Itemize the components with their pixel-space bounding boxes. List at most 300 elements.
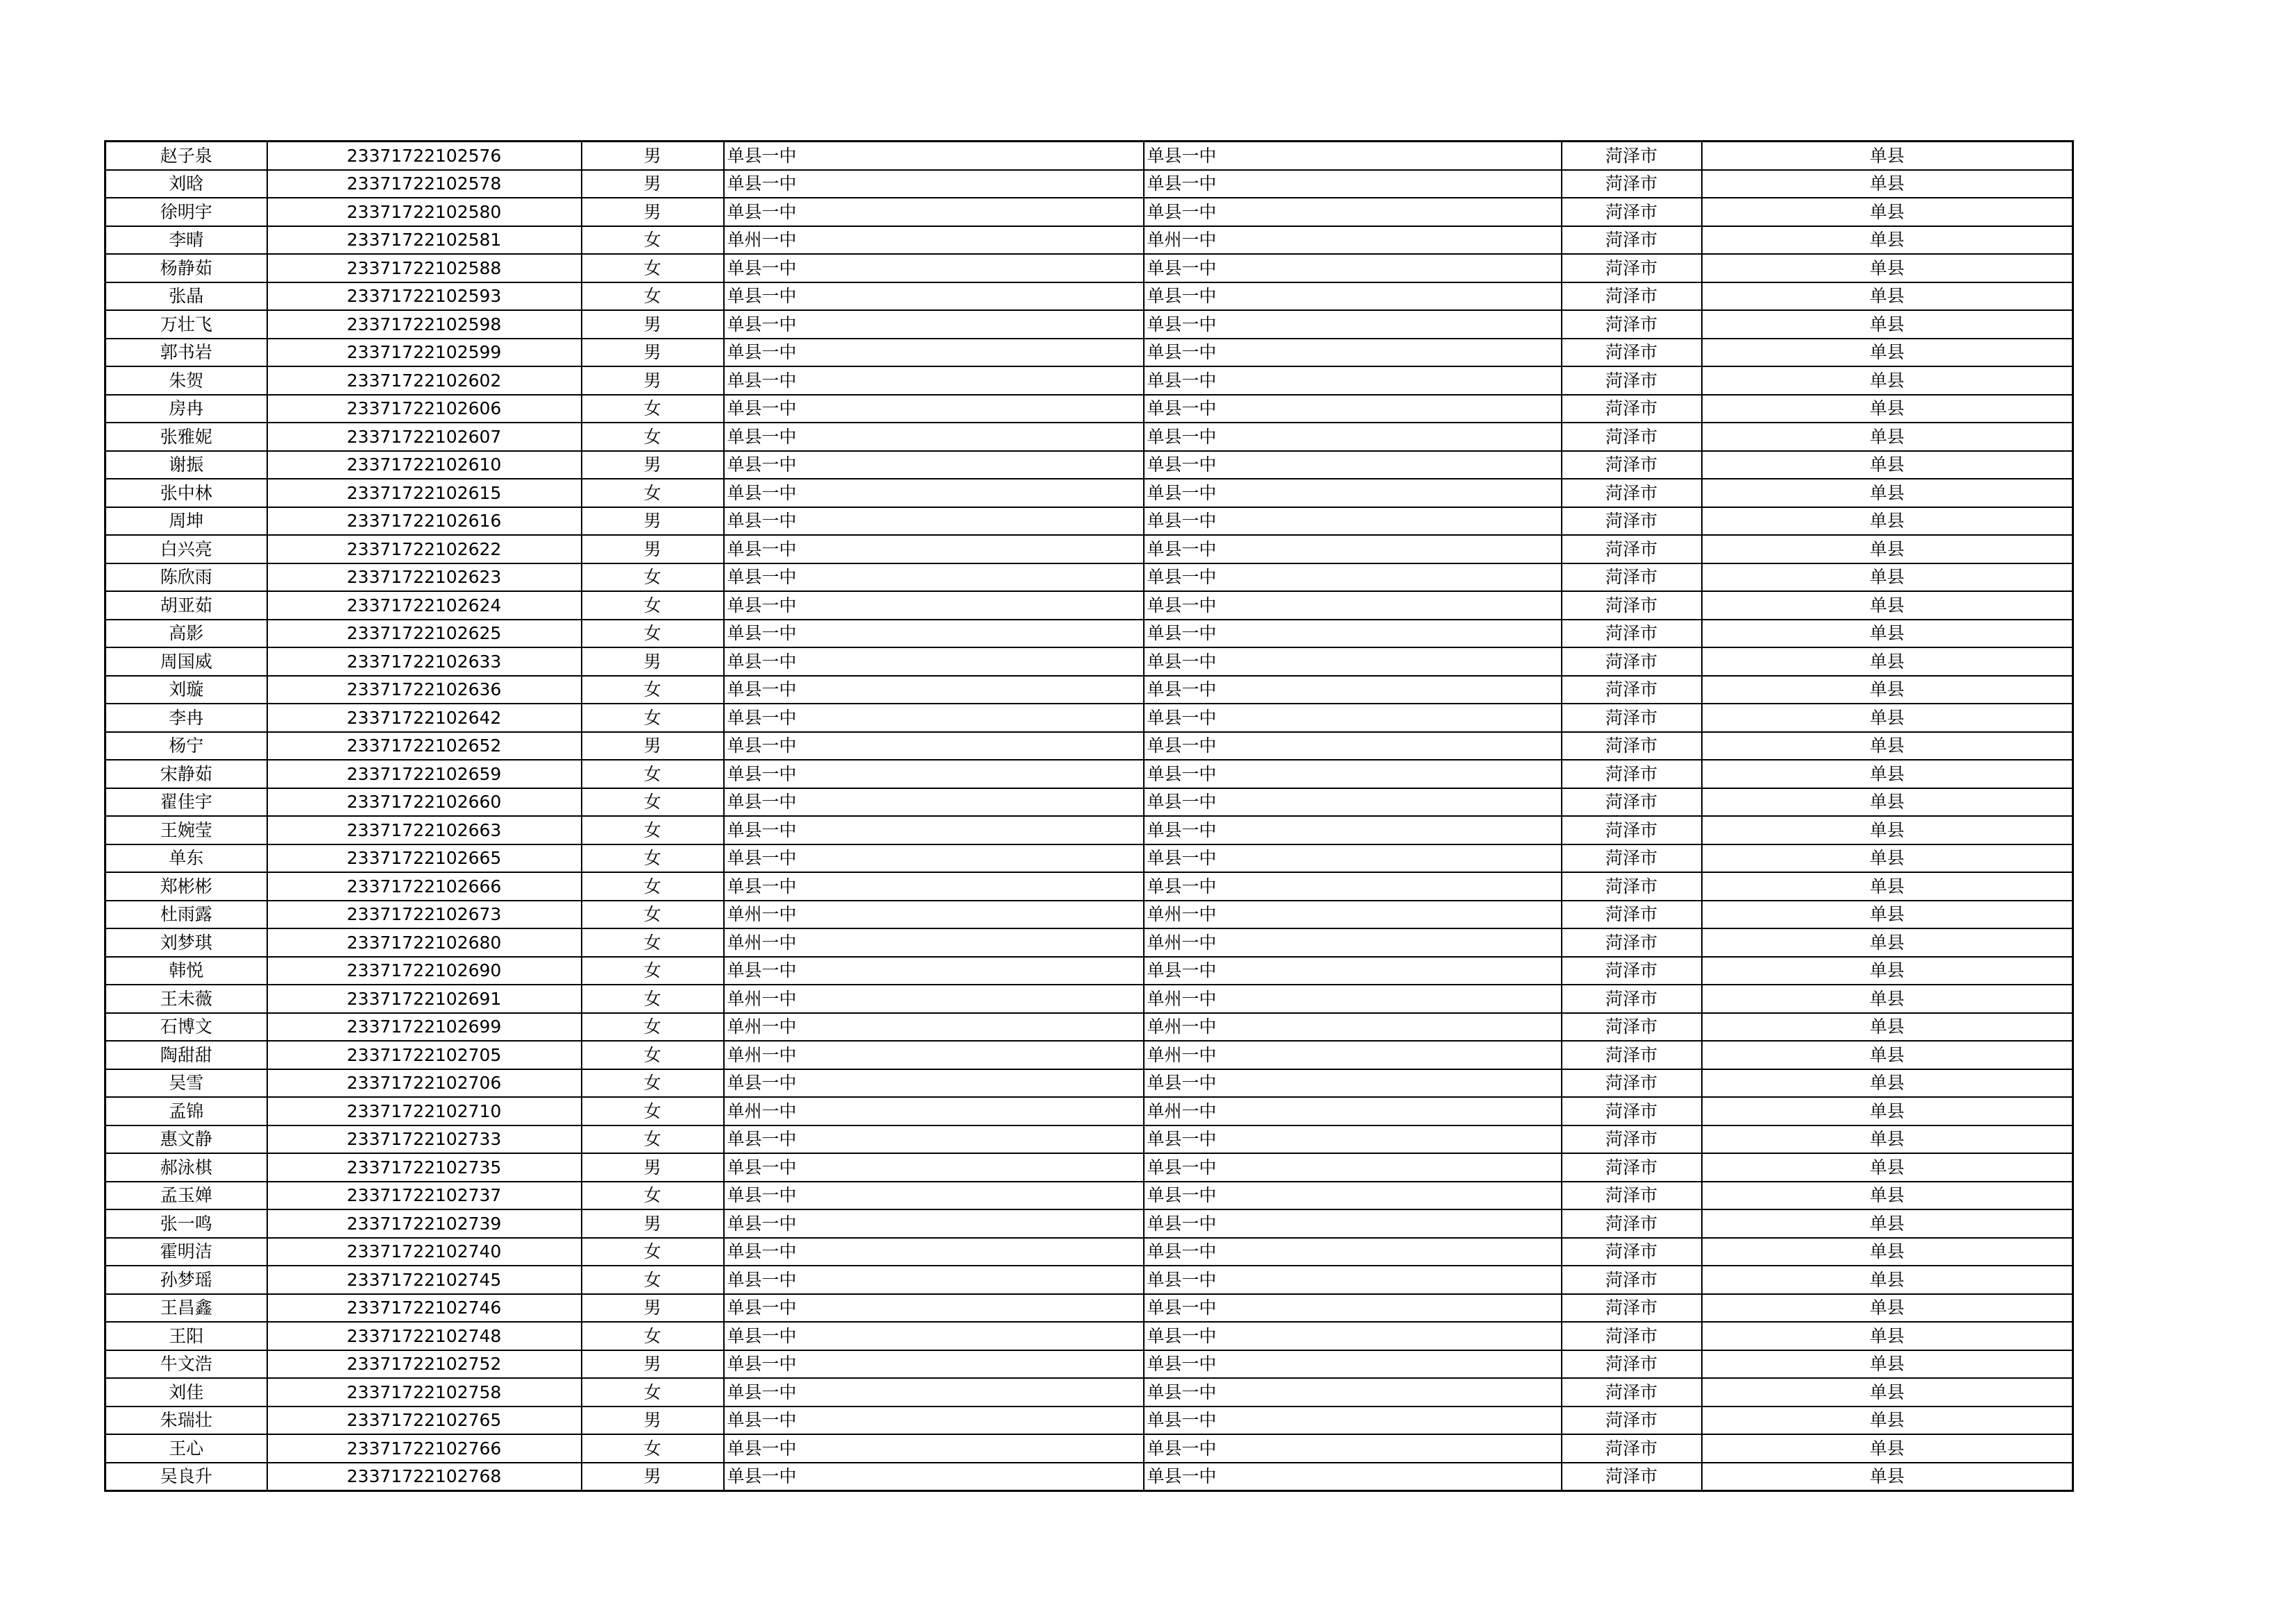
table-row bbox=[105, 1266, 2073, 1294]
school-alt-cell: 单县一中 bbox=[1144, 1378, 1562, 1407]
city-cell: 菏泽市 bbox=[1562, 1434, 1702, 1463]
exam-id-cell: 23371722102710 bbox=[267, 1097, 582, 1125]
gender-cell: 女 bbox=[582, 479, 724, 507]
exam-id-cell: 23371722102752 bbox=[267, 1350, 582, 1379]
county-cell: 单县 bbox=[1702, 1209, 2073, 1238]
name-cell: 郭书岩 bbox=[105, 339, 267, 367]
school-alt-cell: 单县一中 bbox=[1144, 170, 1562, 198]
exam-id-cell: 23371722102593 bbox=[267, 282, 582, 311]
gender-cell: 女 bbox=[582, 1182, 724, 1210]
school-alt-cell: 单县一中 bbox=[1144, 704, 1562, 732]
name-cell: 赵子泉 bbox=[105, 142, 267, 170]
gender-cell: 女 bbox=[582, 1041, 724, 1069]
gender-cell: 女 bbox=[582, 844, 724, 873]
gender-cell: 男 bbox=[582, 1463, 724, 1491]
table-row bbox=[105, 1041, 2073, 1069]
table-row bbox=[105, 1350, 2073, 1379]
school-alt-cell: 单州一中 bbox=[1144, 226, 1562, 255]
school-cell: 单县一中 bbox=[724, 1294, 1144, 1323]
school-cell: 单县一中 bbox=[724, 760, 1144, 788]
name-cell: 韩悦 bbox=[105, 957, 267, 985]
name-cell: 李冉 bbox=[105, 704, 267, 732]
city-cell: 菏泽市 bbox=[1562, 1238, 1702, 1266]
school-cell: 单县一中 bbox=[724, 1350, 1144, 1379]
school-cell: 单县一中 bbox=[724, 957, 1144, 985]
exam-id-cell: 23371722102606 bbox=[267, 395, 582, 423]
gender-cell: 男 bbox=[582, 198, 724, 226]
city-cell: 菏泽市 bbox=[1562, 423, 1702, 451]
name-cell: 翟佳宇 bbox=[105, 788, 267, 817]
table-row bbox=[105, 788, 2073, 817]
name-cell: 宋静茹 bbox=[105, 760, 267, 788]
city-cell: 菏泽市 bbox=[1562, 451, 1702, 479]
exam-id-cell: 23371722102659 bbox=[267, 760, 582, 788]
name-cell: 谢振 bbox=[105, 451, 267, 479]
school-cell: 单县一中 bbox=[724, 563, 1144, 592]
exam-id-cell: 23371722102746 bbox=[267, 1294, 582, 1323]
county-cell: 单县 bbox=[1702, 760, 2073, 788]
name-cell: 石博文 bbox=[105, 1013, 267, 1042]
table-row bbox=[105, 366, 2073, 395]
school-cell: 单县一中 bbox=[724, 1153, 1144, 1182]
exam-id-cell: 23371722102663 bbox=[267, 816, 582, 844]
exam-id-cell: 23371722102598 bbox=[267, 310, 582, 339]
county-cell: 单县 bbox=[1702, 507, 2073, 536]
gender-cell: 男 bbox=[582, 647, 724, 676]
city-cell: 菏泽市 bbox=[1562, 901, 1702, 929]
school-cell: 单州一中 bbox=[724, 1097, 1144, 1125]
exam-id-cell: 23371722102660 bbox=[267, 788, 582, 817]
gender-cell: 女 bbox=[582, 788, 724, 817]
name-cell: 张一鸣 bbox=[105, 1209, 267, 1238]
exam-id-cell: 23371722102680 bbox=[267, 928, 582, 957]
school-cell: 单县一中 bbox=[724, 366, 1144, 395]
city-cell: 菏泽市 bbox=[1562, 928, 1702, 957]
county-cell: 单县 bbox=[1702, 282, 2073, 311]
school-cell: 单州一中 bbox=[724, 1013, 1144, 1042]
city-cell: 菏泽市 bbox=[1562, 479, 1702, 507]
exam-id-cell: 23371722102666 bbox=[267, 872, 582, 901]
school-alt-cell: 单县一中 bbox=[1144, 535, 1562, 563]
city-cell: 菏泽市 bbox=[1562, 339, 1702, 367]
school-alt-cell: 单县一中 bbox=[1144, 760, 1562, 788]
gender-cell: 男 bbox=[582, 1209, 724, 1238]
table-row bbox=[105, 872, 2073, 901]
school-alt-cell: 单县一中 bbox=[1144, 1209, 1562, 1238]
school-alt-cell: 单县一中 bbox=[1144, 1266, 1562, 1294]
school-cell: 单县一中 bbox=[724, 1182, 1144, 1210]
table-row bbox=[105, 732, 2073, 760]
school-alt-cell: 单县一中 bbox=[1144, 339, 1562, 367]
county-cell: 单县 bbox=[1702, 985, 2073, 1013]
exam-id-cell: 23371722102607 bbox=[267, 423, 582, 451]
table-row bbox=[105, 451, 2073, 479]
school-alt-cell: 单县一中 bbox=[1144, 1238, 1562, 1266]
school-cell: 单县一中 bbox=[724, 816, 1144, 844]
school-cell: 单州一中 bbox=[724, 901, 1144, 929]
gender-cell: 女 bbox=[582, 226, 724, 255]
table-row bbox=[105, 1182, 2073, 1210]
county-cell: 单县 bbox=[1702, 1153, 2073, 1182]
school-alt-cell: 单县一中 bbox=[1144, 816, 1562, 844]
county-cell: 单县 bbox=[1702, 1294, 2073, 1323]
name-cell: 白兴亮 bbox=[105, 535, 267, 563]
table-row bbox=[105, 254, 2073, 282]
exam-id-cell: 23371722102758 bbox=[267, 1378, 582, 1407]
county-cell: 单县 bbox=[1702, 1041, 2073, 1069]
name-cell: 郑彬彬 bbox=[105, 872, 267, 901]
gender-cell: 男 bbox=[582, 535, 724, 563]
name-cell: 杨静茹 bbox=[105, 254, 267, 282]
school-cell: 单县一中 bbox=[724, 1238, 1144, 1266]
county-cell: 单县 bbox=[1702, 1350, 2073, 1379]
school-alt-cell: 单县一中 bbox=[1144, 1434, 1562, 1463]
school-alt-cell: 单县一中 bbox=[1144, 620, 1562, 648]
exam-id-cell: 23371722102576 bbox=[267, 142, 582, 170]
school-alt-cell: 单县一中 bbox=[1144, 1182, 1562, 1210]
school-alt-cell: 单县一中 bbox=[1144, 1463, 1562, 1491]
table-row bbox=[105, 1322, 2073, 1350]
school-alt-cell: 单县一中 bbox=[1144, 423, 1562, 451]
school-cell: 单县一中 bbox=[724, 1125, 1144, 1154]
city-cell: 菏泽市 bbox=[1562, 1182, 1702, 1210]
name-cell: 单东 bbox=[105, 844, 267, 873]
city-cell: 菏泽市 bbox=[1562, 366, 1702, 395]
name-cell: 张晶 bbox=[105, 282, 267, 311]
table-row bbox=[105, 676, 2073, 704]
gender-cell: 女 bbox=[582, 395, 724, 423]
county-cell: 单县 bbox=[1702, 366, 2073, 395]
name-cell: 孟锦 bbox=[105, 1097, 267, 1125]
exam-id-cell: 23371722102636 bbox=[267, 676, 582, 704]
city-cell: 菏泽市 bbox=[1562, 1350, 1702, 1379]
city-cell: 菏泽市 bbox=[1562, 1209, 1702, 1238]
gender-cell: 男 bbox=[582, 507, 724, 536]
gender-cell: 女 bbox=[582, 1322, 724, 1350]
exam-id-cell: 23371722102610 bbox=[267, 451, 582, 479]
school-alt-cell: 单县一中 bbox=[1144, 563, 1562, 592]
school-cell: 单县一中 bbox=[724, 310, 1144, 339]
city-cell: 菏泽市 bbox=[1562, 254, 1702, 282]
exam-id-cell: 23371722102690 bbox=[267, 957, 582, 985]
gender-cell: 男 bbox=[582, 1153, 724, 1182]
table-row bbox=[105, 170, 2073, 198]
county-cell: 单县 bbox=[1702, 395, 2073, 423]
school-alt-cell: 单县一中 bbox=[1144, 732, 1562, 760]
name-cell: 万壮飞 bbox=[105, 310, 267, 339]
gender-cell: 男 bbox=[582, 1350, 724, 1379]
exam-id-cell: 23371722102581 bbox=[267, 226, 582, 255]
school-cell: 单县一中 bbox=[724, 451, 1144, 479]
school-cell: 单县一中 bbox=[724, 1407, 1144, 1435]
school-cell: 单县一中 bbox=[724, 676, 1144, 704]
name-cell: 孟玉婵 bbox=[105, 1182, 267, 1210]
name-cell: 朱瑞壮 bbox=[105, 1407, 267, 1435]
school-cell: 单县一中 bbox=[724, 872, 1144, 901]
county-cell: 单县 bbox=[1702, 170, 2073, 198]
gender-cell: 女 bbox=[582, 1125, 724, 1154]
gender-cell: 女 bbox=[582, 957, 724, 985]
city-cell: 菏泽市 bbox=[1562, 142, 1702, 170]
city-cell: 菏泽市 bbox=[1562, 872, 1702, 901]
name-cell: 刘璇 bbox=[105, 676, 267, 704]
table-row bbox=[105, 957, 2073, 985]
exam-id-cell: 23371722102766 bbox=[267, 1434, 582, 1463]
name-cell: 陶甜甜 bbox=[105, 1041, 267, 1069]
school-alt-cell: 单州一中 bbox=[1144, 1097, 1562, 1125]
exam-id-cell: 23371722102706 bbox=[267, 1069, 582, 1098]
county-cell: 单县 bbox=[1702, 816, 2073, 844]
school-alt-cell: 单县一中 bbox=[1144, 282, 1562, 311]
city-cell: 菏泽市 bbox=[1562, 620, 1702, 648]
gender-cell: 男 bbox=[582, 451, 724, 479]
table-row bbox=[105, 591, 2073, 620]
gender-cell: 男 bbox=[582, 339, 724, 367]
name-cell: 牛文浩 bbox=[105, 1350, 267, 1379]
name-cell: 刘梦琪 bbox=[105, 928, 267, 957]
name-cell: 高影 bbox=[105, 620, 267, 648]
exam-id-cell: 23371722102588 bbox=[267, 254, 582, 282]
county-cell: 单县 bbox=[1702, 310, 2073, 339]
school-cell: 单县一中 bbox=[724, 788, 1144, 817]
exam-id-cell: 23371722102768 bbox=[267, 1463, 582, 1491]
gender-cell: 男 bbox=[582, 170, 724, 198]
name-cell: 杨宁 bbox=[105, 732, 267, 760]
city-cell: 菏泽市 bbox=[1562, 198, 1702, 226]
roster-body bbox=[105, 142, 2073, 1491]
city-cell: 菏泽市 bbox=[1562, 310, 1702, 339]
school-alt-cell: 单县一中 bbox=[1144, 1153, 1562, 1182]
gender-cell: 女 bbox=[582, 901, 724, 929]
school-alt-cell: 单县一中 bbox=[1144, 142, 1562, 170]
county-cell: 单县 bbox=[1702, 1266, 2073, 1294]
name-cell: 王婉莹 bbox=[105, 816, 267, 844]
county-cell: 单县 bbox=[1702, 423, 2073, 451]
city-cell: 菏泽市 bbox=[1562, 732, 1702, 760]
gender-cell: 女 bbox=[582, 423, 724, 451]
county-cell: 单县 bbox=[1702, 591, 2073, 620]
school-cell: 单县一中 bbox=[724, 732, 1144, 760]
city-cell: 菏泽市 bbox=[1562, 1322, 1702, 1350]
gender-cell: 女 bbox=[582, 928, 724, 957]
school-alt-cell: 单县一中 bbox=[1144, 647, 1562, 676]
county-cell: 单县 bbox=[1702, 142, 2073, 170]
school-cell: 单县一中 bbox=[724, 647, 1144, 676]
school-alt-cell: 单县一中 bbox=[1144, 254, 1562, 282]
school-cell: 单州一中 bbox=[724, 985, 1144, 1013]
county-cell: 单县 bbox=[1702, 1322, 2073, 1350]
gender-cell: 女 bbox=[582, 591, 724, 620]
school-cell: 单县一中 bbox=[724, 1322, 1144, 1350]
city-cell: 菏泽市 bbox=[1562, 957, 1702, 985]
exam-id-cell: 23371722102691 bbox=[267, 985, 582, 1013]
gender-cell: 男 bbox=[582, 1407, 724, 1435]
county-cell: 单县 bbox=[1702, 198, 2073, 226]
name-cell: 徐明宇 bbox=[105, 198, 267, 226]
name-cell: 陈欣雨 bbox=[105, 563, 267, 592]
gender-cell: 女 bbox=[582, 1097, 724, 1125]
city-cell: 菏泽市 bbox=[1562, 395, 1702, 423]
school-alt-cell: 单县一中 bbox=[1144, 507, 1562, 536]
county-cell: 单县 bbox=[1702, 1013, 2073, 1042]
name-cell: 李晴 bbox=[105, 226, 267, 255]
county-cell: 单县 bbox=[1702, 788, 2073, 817]
school-alt-cell: 单县一中 bbox=[1144, 1069, 1562, 1098]
table-row bbox=[105, 1125, 2073, 1154]
table-row bbox=[105, 647, 2073, 676]
school-alt-cell: 单县一中 bbox=[1144, 1125, 1562, 1154]
exam-id-cell: 23371722102642 bbox=[267, 704, 582, 732]
exam-id-cell: 23371722102705 bbox=[267, 1041, 582, 1069]
name-cell: 惠文静 bbox=[105, 1125, 267, 1154]
exam-id-cell: 23371722102602 bbox=[267, 366, 582, 395]
gender-cell: 男 bbox=[582, 732, 724, 760]
table-row bbox=[105, 1069, 2073, 1098]
exam-id-cell: 23371722102578 bbox=[267, 170, 582, 198]
school-cell: 单县一中 bbox=[724, 507, 1144, 536]
school-cell: 单县一中 bbox=[724, 423, 1144, 451]
table-row bbox=[105, 226, 2073, 255]
county-cell: 单县 bbox=[1702, 479, 2073, 507]
gender-cell: 女 bbox=[582, 620, 724, 648]
exam-id-cell: 23371722102665 bbox=[267, 844, 582, 873]
city-cell: 菏泽市 bbox=[1562, 535, 1702, 563]
table-row bbox=[105, 985, 2073, 1013]
exam-id-cell: 23371722102740 bbox=[267, 1238, 582, 1266]
school-cell: 单州一中 bbox=[724, 1041, 1144, 1069]
school-cell: 单县一中 bbox=[724, 1069, 1144, 1098]
county-cell: 单县 bbox=[1702, 872, 2073, 901]
name-cell: 朱贺 bbox=[105, 366, 267, 395]
table-row bbox=[105, 760, 2073, 788]
city-cell: 菏泽市 bbox=[1562, 1069, 1702, 1098]
county-cell: 单县 bbox=[1702, 1407, 2073, 1435]
table-row bbox=[105, 1097, 2073, 1125]
table-row bbox=[105, 423, 2073, 451]
gender-cell: 女 bbox=[582, 872, 724, 901]
exam-id-cell: 23371722102745 bbox=[267, 1266, 582, 1294]
county-cell: 单县 bbox=[1702, 957, 2073, 985]
name-cell: 刘晗 bbox=[105, 170, 267, 198]
table-row bbox=[105, 1463, 2073, 1491]
school-cell: 单县一中 bbox=[724, 1266, 1144, 1294]
name-cell: 吴良升 bbox=[105, 1463, 267, 1491]
county-cell: 单县 bbox=[1702, 1182, 2073, 1210]
county-cell: 单县 bbox=[1702, 339, 2073, 367]
school-alt-cell: 单县一中 bbox=[1144, 479, 1562, 507]
county-cell: 单县 bbox=[1702, 1434, 2073, 1463]
city-cell: 菏泽市 bbox=[1562, 676, 1702, 704]
city-cell: 菏泽市 bbox=[1562, 788, 1702, 817]
school-cell: 单县一中 bbox=[724, 620, 1144, 648]
table-row bbox=[105, 844, 2073, 873]
gender-cell: 女 bbox=[582, 1238, 724, 1266]
school-cell: 单县一中 bbox=[724, 844, 1144, 873]
city-cell: 菏泽市 bbox=[1562, 647, 1702, 676]
name-cell: 王未薇 bbox=[105, 985, 267, 1013]
gender-cell: 女 bbox=[582, 1266, 724, 1294]
school-alt-cell: 单县一中 bbox=[1144, 395, 1562, 423]
gender-cell: 男 bbox=[582, 1294, 724, 1323]
table-row bbox=[105, 339, 2073, 367]
city-cell: 菏泽市 bbox=[1562, 985, 1702, 1013]
county-cell: 单县 bbox=[1702, 676, 2073, 704]
table-row bbox=[105, 1013, 2073, 1042]
school-alt-cell: 单县一中 bbox=[1144, 676, 1562, 704]
school-alt-cell: 单县一中 bbox=[1144, 1322, 1562, 1350]
school-cell: 单县一中 bbox=[724, 1463, 1144, 1491]
city-cell: 菏泽市 bbox=[1562, 1041, 1702, 1069]
school-cell: 单县一中 bbox=[724, 591, 1144, 620]
school-cell: 单县一中 bbox=[724, 339, 1144, 367]
city-cell: 菏泽市 bbox=[1562, 1294, 1702, 1323]
table-row bbox=[105, 282, 2073, 311]
school-cell: 单县一中 bbox=[724, 142, 1144, 170]
city-cell: 菏泽市 bbox=[1562, 563, 1702, 592]
city-cell: 菏泽市 bbox=[1562, 704, 1702, 732]
school-alt-cell: 单县一中 bbox=[1144, 591, 1562, 620]
school-alt-cell: 单县一中 bbox=[1144, 1350, 1562, 1379]
table-row bbox=[105, 142, 2073, 170]
county-cell: 单县 bbox=[1702, 901, 2073, 929]
school-alt-cell: 单州一中 bbox=[1144, 985, 1562, 1013]
county-cell: 单县 bbox=[1702, 928, 2073, 957]
county-cell: 单县 bbox=[1702, 1238, 2073, 1266]
county-cell: 单县 bbox=[1702, 1069, 2073, 1098]
county-cell: 单县 bbox=[1702, 1378, 2073, 1407]
city-cell: 菏泽市 bbox=[1562, 1153, 1702, 1182]
exam-id-cell: 23371722102733 bbox=[267, 1125, 582, 1154]
gender-cell: 男 bbox=[582, 142, 724, 170]
school-alt-cell: 单县一中 bbox=[1144, 198, 1562, 226]
table-row bbox=[105, 198, 2073, 226]
school-cell: 单县一中 bbox=[724, 170, 1144, 198]
county-cell: 单县 bbox=[1702, 620, 2073, 648]
city-cell: 菏泽市 bbox=[1562, 1125, 1702, 1154]
name-cell: 霍明洁 bbox=[105, 1238, 267, 1266]
table-row bbox=[105, 1378, 2073, 1407]
city-cell: 菏泽市 bbox=[1562, 1407, 1702, 1435]
table-row bbox=[105, 310, 2073, 339]
school-alt-cell: 单县一中 bbox=[1144, 957, 1562, 985]
table-row bbox=[105, 563, 2073, 592]
exam-id-cell: 23371722102625 bbox=[267, 620, 582, 648]
name-cell: 王昌鑫 bbox=[105, 1294, 267, 1323]
gender-cell: 女 bbox=[582, 1378, 724, 1407]
exam-id-cell: 23371722102673 bbox=[267, 901, 582, 929]
city-cell: 菏泽市 bbox=[1562, 816, 1702, 844]
table-row bbox=[105, 816, 2073, 844]
gender-cell: 男 bbox=[582, 366, 724, 395]
exam-id-cell: 23371722102765 bbox=[267, 1407, 582, 1435]
school-cell: 单县一中 bbox=[724, 254, 1144, 282]
name-cell: 孙梦瑶 bbox=[105, 1266, 267, 1294]
table-row bbox=[105, 1294, 2073, 1323]
gender-cell: 女 bbox=[582, 1069, 724, 1098]
school-alt-cell: 单州一中 bbox=[1144, 928, 1562, 957]
county-cell: 单县 bbox=[1702, 254, 2073, 282]
city-cell: 菏泽市 bbox=[1562, 760, 1702, 788]
school-cell: 单县一中 bbox=[724, 198, 1144, 226]
county-cell: 单县 bbox=[1702, 451, 2073, 479]
name-cell: 周国威 bbox=[105, 647, 267, 676]
table-row bbox=[105, 928, 2073, 957]
name-cell: 张中林 bbox=[105, 479, 267, 507]
table-row bbox=[105, 507, 2073, 536]
county-cell: 单县 bbox=[1702, 1125, 2073, 1154]
school-cell: 单县一中 bbox=[724, 1378, 1144, 1407]
school-alt-cell: 单县一中 bbox=[1144, 872, 1562, 901]
